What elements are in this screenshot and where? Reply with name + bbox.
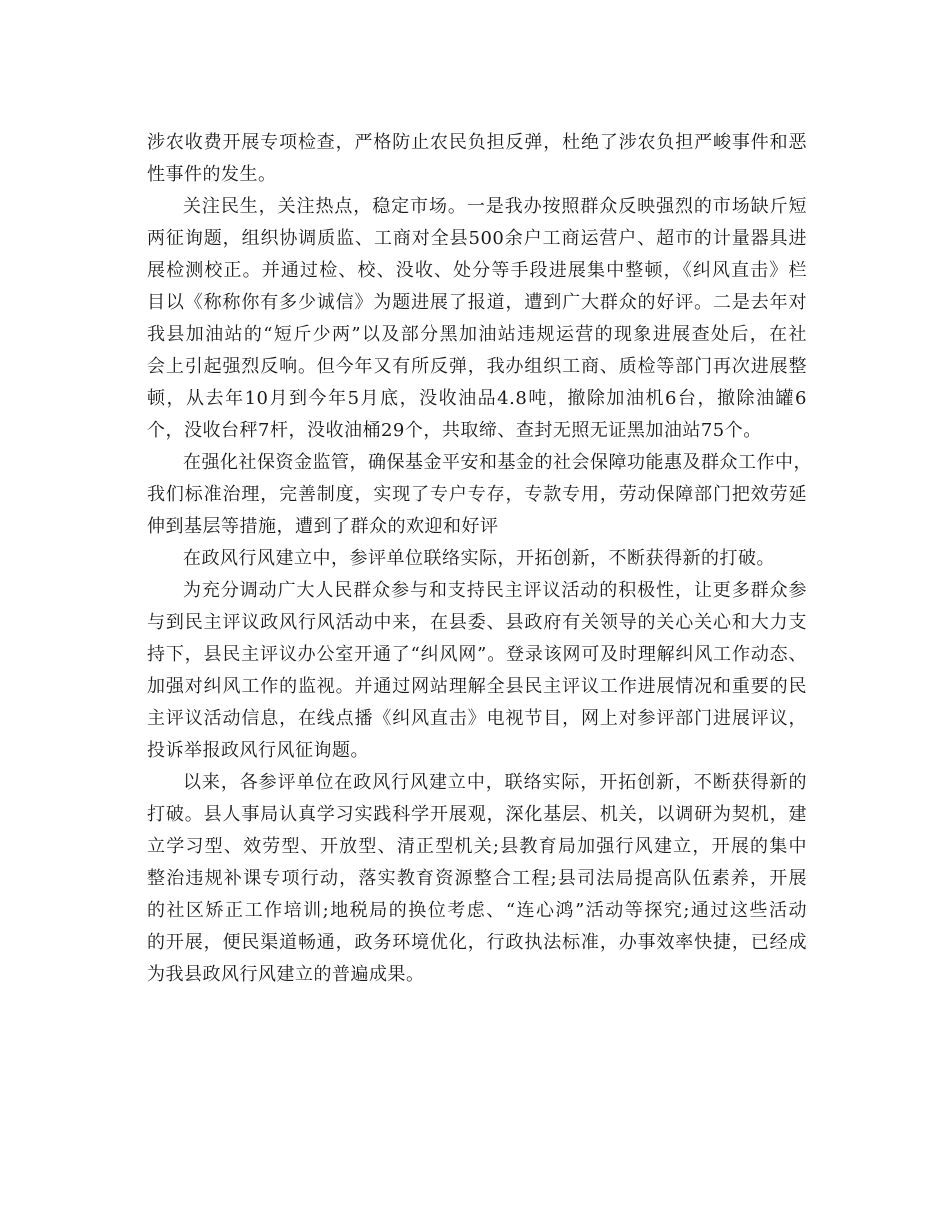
- text-line: 关注民生，关注热点，稳定市场。一是我办按照群众反映强烈的市场缺斤短: [183, 196, 807, 217]
- text-line: 目以《称称你有多少诚信》为题进展了报道，遭到广大群众的好评。二是去年对: [147, 292, 807, 313]
- text-line: 两征询题，组织协调质监、工商对全县500余户工商运营户、超市的计量器具进: [147, 228, 807, 249]
- text-line: 展检测校正。并通过检、校、没收、处分等手段进展集中整顿，《纠风直击》栏: [147, 260, 807, 281]
- text-line: 主评议活动信息，在线点播《纠风直击》电视节目，网上对参评部门进展评议，: [147, 708, 807, 729]
- paragraph-social-security: [147, 447, 812, 543]
- text-line: 投诉举报政风行风征询题。: [147, 740, 369, 761]
- text-line: 个，没收台秤7杆，没收油桶29个，共取缔、查封无照无证黑加油站75个。: [147, 420, 762, 441]
- text-line: 为我县政风行风建立的普遍成果。: [147, 964, 425, 985]
- text-line: 以来，各参评单位在政风行风建立中，联络实际，开拓创新，不断获得新的: [183, 772, 807, 793]
- text-line: 为充分调动广大人民群众参与和支持民主评议活动的积极性，让更多群众参: [183, 580, 807, 601]
- text-line: 我县加油站的“短斤少两”以及部分黑加油站违规运营的现象进展查处后，在社: [147, 324, 807, 345]
- text-line: 涉农收费开展专项检查，严格防止农民负担反弹，杜绝了涉农负担严峻事件和恶: [147, 132, 807, 153]
- text-line: 性事件的发生。: [147, 164, 277, 185]
- paragraph-market-stability: [147, 191, 807, 447]
- paragraph-continuation: [147, 127, 807, 191]
- text-line: 持下，县民主评议办公室开通了“纠风网”。登录该网可及时理解纠风工作动态、: [147, 644, 807, 665]
- text-line: 与到民主评议政风行风活动中来，在县委、县政府有关领导的关心关心和大力支: [147, 612, 807, 633]
- text-line: 会上引起强烈反响。但今年又有所反弹，我办组织工商、质检等部门再次进展整: [147, 356, 807, 377]
- document-body: [147, 127, 812, 991]
- paragraph-achievements: [147, 767, 807, 991]
- text-line: 的开展，便民渠道畅通，政务环境优化，行政执法标准，办事效率快捷，已经成: [147, 932, 807, 953]
- text-line: 在强化社保资金监管，确保基金平安和基金的社会保障功能惠及群众工作中，: [183, 452, 812, 473]
- paragraph-innovation: [147, 543, 807, 575]
- text-line: 的社区矫正工作培训;地税局的换位考虑、“连心鸿”活动等探究;通过这些活动: [147, 900, 807, 921]
- text-line: 打破。县人事局认真学习实践科学开展观，深化基层、机关，以调研为契机，建: [147, 804, 807, 825]
- text-line: 整治违规补课专项行动，落实教育资源整合工程;县司法局提高队伍素养，开展: [147, 868, 807, 889]
- text-line: 加强对纠风工作的监视。并通过网站理解全县民主评议工作进展情况和重要的民: [147, 676, 807, 697]
- text-line: 伸到基层等措施，遭到了群众的欢迎和好评: [147, 516, 499, 537]
- text-line: 我们标准治理，完善制度，实现了专户专存，专款专用，劳动保障部门把效劳延: [147, 484, 807, 505]
- text-line: 在政风行风建立中，参评单位联络实际，开拓创新，不断获得新的打破。: [183, 548, 775, 569]
- text-line: 顿，从去年10月到今年5月底，没收油品4.8吨，撤除加油机6台，撤除油罐6: [147, 388, 807, 409]
- text-line: 立学习型、效劳型、开放型、清正型机关;县教育局加强行风建立，开展的集中: [147, 836, 807, 857]
- paragraph-website: [147, 575, 807, 767]
